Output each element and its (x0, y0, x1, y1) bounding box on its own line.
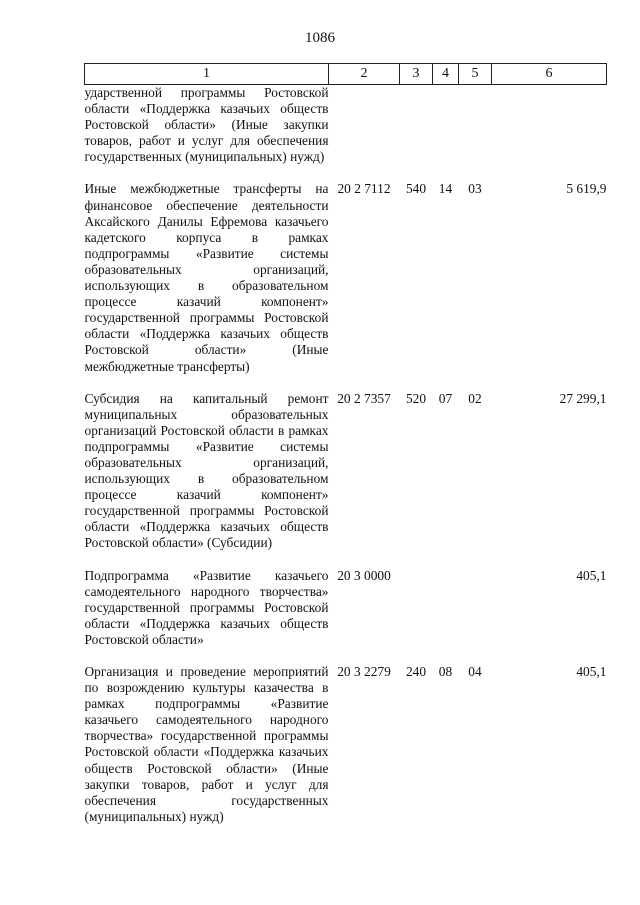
row-code: 20 3 0000 (337, 567, 391, 583)
row-code: 20 2 7112 (337, 181, 391, 197)
row-col4: 14 (438, 181, 453, 197)
row-col3 (400, 85, 433, 166)
row-col3: 240 (405, 664, 427, 679)
column-header-4: 4 (433, 64, 459, 85)
row-code (329, 85, 400, 166)
row-col4 (433, 552, 459, 648)
row-col4: 08 (438, 664, 453, 679)
table-row (85, 85, 607, 166)
column-header-6: 6 (492, 64, 607, 85)
column-header-2: 2 (329, 64, 400, 85)
column-header-5: 5 (459, 64, 492, 85)
row-col5: 02 (468, 390, 482, 406)
row-col5 (459, 85, 492, 166)
row-description: Иные межбюджетные трансферты на финансовое обеспечение деятельности Аксайского Данилы Ефремова казачьего кадетского корпуса в рамках подпрограммы «Развитие системы образовательных организаций, использующих в образовательном процессе казачий компонент» государственной программы Ростовской области «Поддержка казачьих обществ Ростовской области» (Иные межбюджетные трансферты) (84, 181, 329, 374)
row-col3: 520 (405, 390, 427, 406)
row-description: Субсидия на капитальный ремонт муниципальных образовательных организаций Ростовской области в рамках подпрограммы «Развитие системы образовательных организаций, использующих в образовательном процессе казачий компонент» государственной программы Ростовской области «Поддержка казачьих обществ Ростовской области» (Субсидии) (84, 390, 329, 551)
row-col4: 07 (438, 390, 453, 406)
column-header-1: 1 (85, 64, 329, 85)
budget-table (84, 63, 607, 825)
page-number: 1086 (305, 30, 335, 46)
row-amount: 27 299,1 (559, 390, 607, 406)
row-amount (492, 85, 607, 166)
table-row (85, 375, 607, 552)
column-header-3: 3 (400, 64, 433, 85)
row-amount: 405,1 (576, 567, 607, 583)
table-row (85, 648, 607, 825)
row-code: 20 3 2279 (337, 664, 391, 679)
row-amount: 5 619,9 (566, 181, 607, 197)
table-row (85, 165, 607, 374)
row-col5 (459, 552, 492, 648)
row-description: Подпрограмма «Развитие казачьего самодеятельного народного творчества» государственной программы Ростовской области «Поддержка казачьих обществ Ростовской области» (84, 567, 329, 647)
row-description: Организация и проведение мероприятий по возрождению культуры казачества в рамках подпрограммы «Развитие казачьего самодеятельного народного творчества» государственной программы Ростовской области «Поддержка казачьих обществ Ростовской области» (Иные закупки товаров, работ и услуг для обеспечения государственных (муниципальных) нужд) (84, 664, 329, 824)
row-description: ударственной программы Ростовской области «Поддержка казачьих обществ Ростовской области» (Иные закупки товаров, работ и услуг для обеспечения государственных (муниципальных) нужд) (84, 85, 329, 165)
table-row (85, 552, 607, 648)
row-col5: 03 (468, 181, 482, 197)
table-header (85, 64, 607, 85)
row-amount: 405,1 (576, 664, 607, 679)
row-col3 (400, 552, 433, 648)
row-col4 (433, 85, 459, 166)
row-col5: 04 (468, 664, 482, 679)
row-code: 20 2 7357 (337, 390, 391, 406)
row-col3: 540 (405, 181, 427, 197)
